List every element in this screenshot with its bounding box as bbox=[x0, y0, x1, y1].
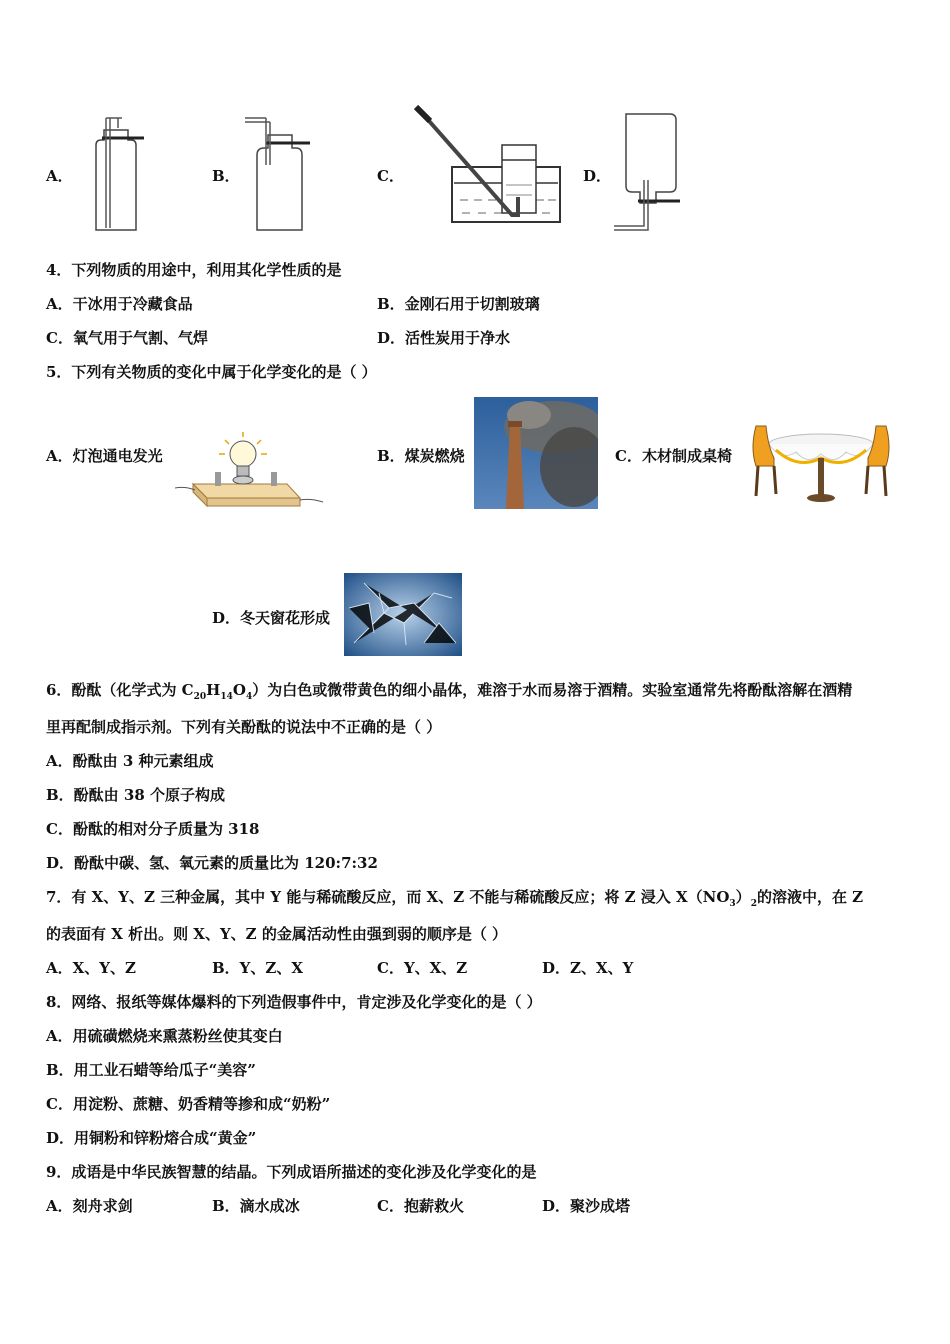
q6-option-d: D．酚酞中碳、氢、氧元素的质量比为 120:7:32 bbox=[46, 854, 378, 872]
q7-option-b: B．Y、Z、X bbox=[212, 959, 303, 977]
light-bulb-image bbox=[175, 428, 325, 510]
q9-stem: 9．成语是中华民族智慧的结晶。下列成语所描述的变化涉及化学变化的是 bbox=[46, 1163, 537, 1181]
q9-option-d: D．聚沙成塔 bbox=[542, 1197, 631, 1215]
apparatus-option-b-label: B． bbox=[212, 167, 240, 185]
q8-stem: 8．网络、报纸等媒体爆料的下列造假事件中，肯定涉及化学变化的是（ ） bbox=[46, 993, 542, 1011]
q6-stem-line2: 里再配制成指示剂。下列有关酚酞的说法中不正确的是（ ） bbox=[46, 718, 442, 736]
q5-option-c: C．木材制成桌椅 bbox=[615, 447, 732, 465]
q7-option-d: D．Z、X、Y bbox=[542, 959, 634, 977]
q7-option-a: A．X、Y、Z bbox=[46, 959, 136, 977]
gas-bottle-a-image bbox=[76, 110, 156, 235]
q6-stem-line1: 6．酚酞（化学式为 $C_{20}H_{14}O_4$）为白色或微带黄色的细小晶体，难溶于水而易溶于酒精。实验室通常先将酚酞溶解在酒精 bbox=[46, 681, 853, 702]
q7-stem-line1: 7．有 X、Y、Z 三种金属，其中 Y 能与稀硫酸反应，而 X、Z 不能与稀硫酸反应；将 Z 浸入 $X(NO_3)_2$的溶液中，在 Z bbox=[46, 888, 864, 909]
q4-option-d: D．活性炭用于净水 bbox=[377, 329, 511, 347]
apparatus-option-d-label: D． bbox=[583, 167, 612, 185]
q5-option-a: A．灯泡通电发光 bbox=[46, 447, 163, 465]
q7-stem-line2: 的表面有 X 析出。则 X、Y、Z 的金属活动性由强到弱的顺序是（ ） bbox=[46, 925, 508, 943]
q6-option-a: A．酚酞由 3 种元素组成 bbox=[46, 752, 214, 770]
inverted-bottle-image bbox=[608, 108, 688, 233]
q9-option-c: C．抱薪救火 bbox=[377, 1197, 464, 1215]
q8-option-b: B．用工业石蜡等给瓜子“美容” bbox=[46, 1061, 256, 1079]
table-chairs-image bbox=[746, 418, 896, 506]
q6-option-b: B．酚酞由 38 个原子构成 bbox=[46, 786, 225, 804]
chimney-smoke-image bbox=[474, 397, 598, 509]
apparatus-option-c-label: C． bbox=[377, 167, 404, 185]
q8-option-c: C．用淀粉、蔗糖、奶香精等掺和成“奶粉” bbox=[46, 1095, 331, 1113]
frost-window-image bbox=[344, 573, 462, 656]
q6-option-c: C．酚酞的相对分子质量为 318 bbox=[46, 820, 260, 838]
q8-option-a: A．用硫磺燃烧来熏蒸粉丝使其变白 bbox=[46, 1027, 283, 1045]
q4-stem: 4．下列物质的用途中，利用其化学性质的是 bbox=[46, 261, 342, 279]
q7-option-c: C．Y、X、Z bbox=[377, 959, 468, 977]
q5-stem: 5．下列有关物质的变化中属于化学变化的是（ ） bbox=[46, 363, 377, 381]
q8-option-d: D．用铜粉和锌粉熔合成“黄金” bbox=[46, 1129, 257, 1147]
water-trough-image bbox=[412, 105, 567, 230]
gas-bottle-b-image bbox=[240, 110, 320, 235]
apparatus-option-a-label: A． bbox=[46, 167, 73, 185]
q4-option-c: C．氧气用于气割、气焊 bbox=[46, 329, 208, 347]
q4-option-a: A．干冰用于冷藏食品 bbox=[46, 295, 193, 313]
q9-option-a: A．刻舟求剑 bbox=[46, 1197, 133, 1215]
q9-option-b: B．滴水成冰 bbox=[212, 1197, 300, 1215]
q5-option-d: D．冬天窗花形成 bbox=[212, 609, 331, 627]
q4-option-b: B．金刚石用于切割玻璃 bbox=[377, 295, 540, 313]
q5-option-b: B．煤炭燃烧 bbox=[377, 447, 465, 465]
